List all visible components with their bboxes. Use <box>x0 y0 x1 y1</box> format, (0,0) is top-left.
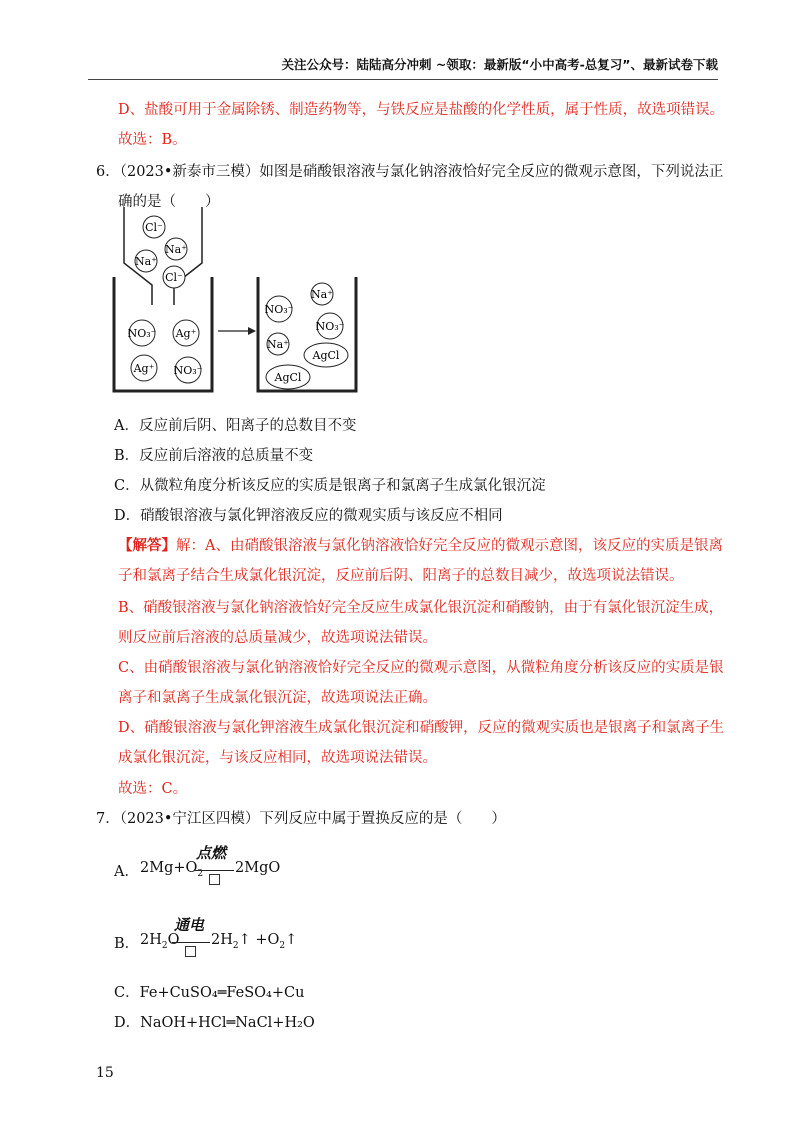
q6-stem-line2: 确的是（ ） <box>118 194 220 210</box>
molecule-agcl-1 <box>304 343 348 367</box>
svg-text:Cl⁻: Cl⁻ <box>145 221 163 234</box>
ion-ag-2 <box>131 355 157 381</box>
ion-cl-1 <box>143 216 165 238</box>
q7-a-right: 2MgO <box>235 860 281 876</box>
ion-cl-2 <box>163 266 185 288</box>
svg-text:Na⁺: Na⁺ <box>267 338 289 351</box>
svg-text:Na⁺: Na⁺ <box>311 288 333 301</box>
solution-line7: D、硝酸银溶液与氯化钾溶液生成氯化银沉淀和硝酸钾，反应的微观实质也是银离子和氯离子生 <box>118 720 725 736</box>
svg-text:AgCl: AgCl <box>312 349 340 362</box>
svg-text:NO₃⁻: NO₃⁻ <box>315 320 345 333</box>
solution-line8: 成氯化银沉淀，与该反应相同，故选项说法错误。 <box>118 750 437 766</box>
svg-text:NO₃⁻: NO₃⁻ <box>127 327 157 340</box>
ion-no3-2 <box>174 357 203 383</box>
solution-line5: C、由硝酸银溶液与氯化钠溶液恰好完全反应的微观示意图，从微粒角度分析该反应的实质是银 <box>118 660 724 676</box>
header-divider <box>88 79 718 80</box>
svg-text:NO₃⁻: NO₃⁻ <box>264 303 294 316</box>
solution-line6: 离子和氯离子生成氯化银沉淀，故选项说法正确。 <box>118 690 437 706</box>
solution-line2: 子和氯离子结合生成氯化银沉淀，反应前后阴、阳离子的总数目减少，故选项说法错误。 <box>118 568 684 584</box>
page-number: 15 <box>96 1065 114 1081</box>
solution-tag: 【解答】 <box>118 537 176 554</box>
q7-b-left: $2H_2O$ <box>140 932 180 951</box>
q7-a-placeholder-box <box>209 874 220 885</box>
ion-ag-1 <box>173 320 199 346</box>
svg-text:AgCl: AgCl <box>274 371 302 384</box>
q7-option-d[interactable]: D．NaOH+HCl═NaCl+H₂O <box>114 1015 315 1031</box>
page-header: 关注公众号：陆陆高分冲刺 ~领取：最新版“小中高考-总复习”、最新试卷下载 <box>281 57 718 72</box>
reaction-diagram <box>112 205 372 400</box>
q7-stem: 7．（2023•宁江区四模）下列反应中属于置换反应的是（ ） <box>96 811 506 827</box>
ion-na-2 <box>135 250 157 272</box>
solution-line3: B、硝酸银溶液与氯化钠溶液恰好完全反应生成氯化银沉淀和硝酸钠，由于有氯化银沉淀生成， <box>118 600 724 616</box>
q7-a-label: A． <box>114 864 139 880</box>
svg-text:Na⁺: Na⁺ <box>135 255 157 268</box>
solution-line4: 则反应前后溶液的总质量减少，故选项说法错误。 <box>118 630 437 646</box>
solution-answer: 故选：C。 <box>118 781 188 797</box>
q7-a-condition: 点燃 <box>196 844 227 862</box>
ion-na-4 <box>267 333 289 355</box>
q6-option-b[interactable]: B．反应前后溶液的总质量不变 <box>114 448 314 464</box>
q6-option-c[interactable]: C．从微粒角度分析该反应的实质是银离子和氯离子生成氯化银沉淀 <box>114 478 546 494</box>
ion-na-3 <box>311 283 333 305</box>
ion-no3-4 <box>316 313 345 339</box>
q7-a-reaction-bar <box>194 870 234 871</box>
q7-b-reaction-bar <box>172 942 210 943</box>
q6-option-d[interactable]: D．硝酸银溶液与氯化钾溶液反应的微观实质与该反应不相同 <box>114 508 503 524</box>
svg-text:Cl⁻: Cl⁻ <box>165 271 183 284</box>
solution-line1 <box>118 534 723 555</box>
q7-b-condition: 通电 <box>174 916 205 934</box>
q7-b-label: B． <box>114 936 140 952</box>
svg-text:Ag⁺: Ag⁺ <box>175 327 197 340</box>
solution-line1-text: 解：A、由硝酸银溶液与氯化钠溶液恰好完全反应的微观示意图，该反应的实质是银离 <box>176 538 723 554</box>
molecule-agcl-2 <box>266 365 310 389</box>
prev-option-d: D、盐酸可用于金属除锈、制造药物等，与铁反应是盐酸的化学性质，属于性质，故选项错误。 <box>118 102 725 118</box>
svg-text:Ag⁺: Ag⁺ <box>133 362 155 375</box>
q7-b-placeholder-box <box>185 946 196 957</box>
ion-na-1 <box>165 238 187 260</box>
q7-option-c[interactable]: C．Fe+CuSO₄═FeSO₄+Cu <box>114 985 305 1001</box>
q6-stem-line1: 6．（2023•新泰市三模）如图是硝酸银溶液与氯化钠溶液恰好完全反应的微观示意图，下列说法正 <box>96 164 724 180</box>
ion-no3-3 <box>265 296 294 322</box>
ion-no3-1 <box>128 320 157 346</box>
q7-a-left: $2Mg+O_2$ <box>140 860 204 879</box>
q6-option-a[interactable]: A．反应前后阴、阳离子的总数目不变 <box>114 418 357 434</box>
prev-answer: 故选：B。 <box>118 132 187 148</box>
svg-text:Na⁺: Na⁺ <box>165 243 187 256</box>
svg-text:NO₃⁻: NO₃⁻ <box>173 364 203 377</box>
q7-b-right: $2H_2↑$ $+O_2↑$ <box>211 932 298 951</box>
